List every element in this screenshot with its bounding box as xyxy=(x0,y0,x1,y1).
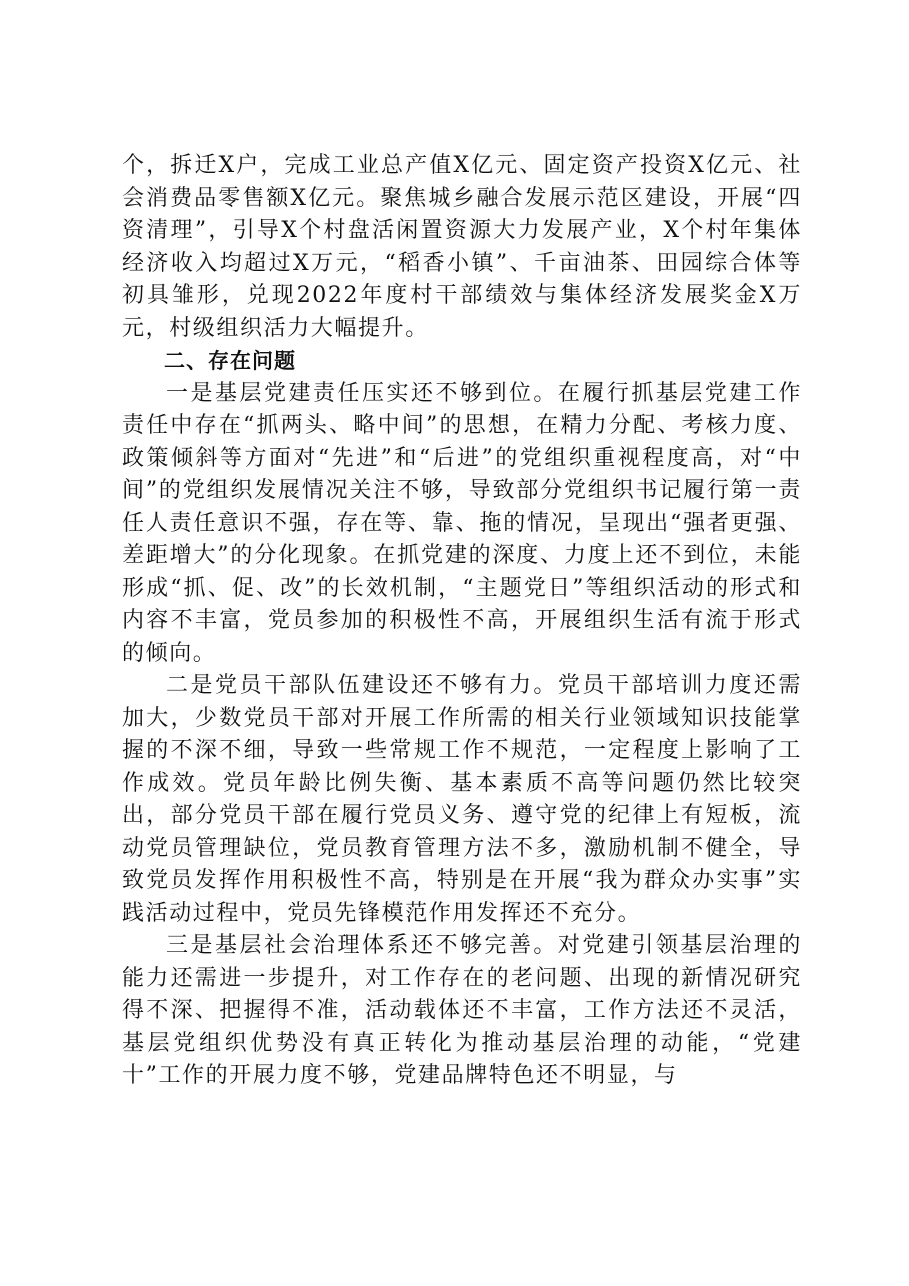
paragraph-party-building-responsibility: 一是基层党建责任压实还不够到位。在履行抓基层党建工作责任中存在“抓两头、略中间”的思想，在精力分配、考核力度、政策倾斜等方面对“先进”和“后进”的党组织重视程度高，对“中间”的党组织发展情况关注不够，导致部分党组织书记履行第一责任人责任意识不强，存在等、靠、拖的情况，呈现出“强者更强、差距增大”的分化现象。在抓党建的深度、力度上还不到位，未能形成“抓、促、改”的长效机制，“主题党日”等组织活动的形式和内容不丰富，党员参加的积极性不高，开展组织生活有流于形式的倾向。 xyxy=(122,380,802,666)
paragraph-cadre-team-building: 二是党员干部队伍建设还不够有力。党员干部培训力度还需加大，少数党员干部对开展工作所需的相关行业领域知识技能掌握的不深不细，导致一些常规工作不规范，一定程度上影响了工作成效。党员年龄比例失衡、基本素质不高等问题仍然比较突出，部分党员干部在履行党员义务、遵守党的纪律上有短板，流动党员管理缺位，党员教育管理方法不多，激励机制不健全，导致党员发挥作用积极性不高，特别是在开展“我为群众办实事”实践活动过程中，党员先锋模范作用发挥还不充分。 xyxy=(122,673,802,926)
document-page xyxy=(122,150,802,1093)
section-heading: 二、存在问题 xyxy=(164,349,296,373)
paragraph-continuation: 个，拆迁X户，完成工业总产值X亿元、固定资产投资X亿元、社会消费品零售额X亿元。聚焦城乡融合发展示范区建设，开展“四资清理”，引导X个村盘活闲置资源大力发展产业，X个村年集体经济收入均超过X万元，“稻香小镇”、千亩油茶、田园综合体等初具雏形，兑现2022年度村干部绩效与集体经济发展奖金X万元，村级组织活力大幅提升。 xyxy=(122,153,802,341)
paragraph-social-governance: 三是基层社会治理体系还不够完善。对党建引领基层治理的能力还需进一步提升，对工作存在的老问题、出现的新情况研究得不深、把握得不准，活动载体还不丰富，工作方法还不灵活，基层党组织优势没有真正转化为推动基层治理的动能，“党建十”工作的开展力度不够，党建品牌特色还不明显，与 xyxy=(122,933,802,1088)
